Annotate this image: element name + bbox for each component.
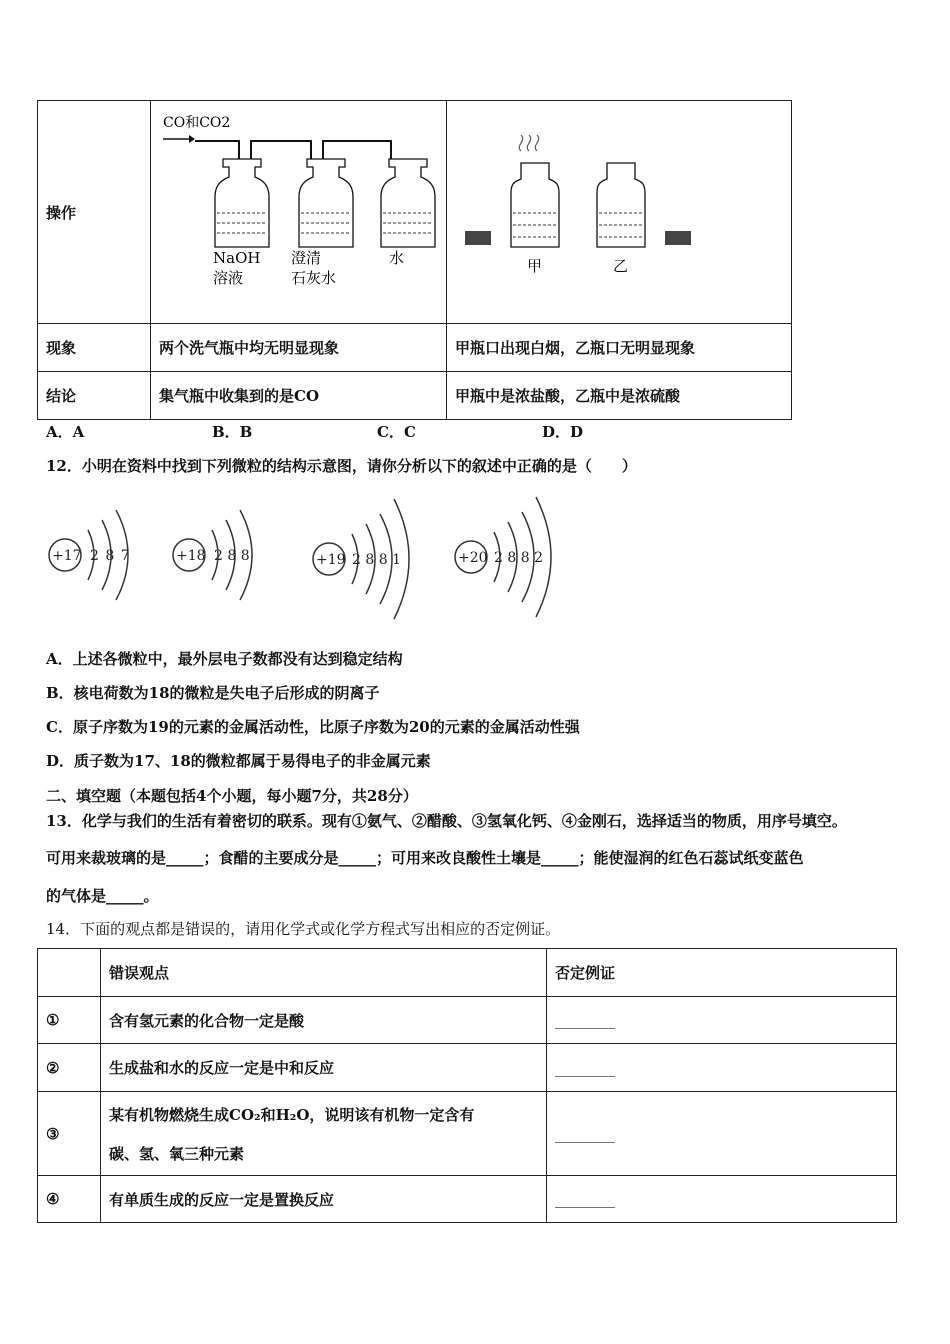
gas-washing-diagram [151, 101, 447, 324]
svg-text:水: 水 [389, 249, 405, 267]
answer-blank[interactable]: ________ [547, 1092, 897, 1176]
stopper-icon [465, 231, 491, 245]
answer-blank[interactable]: ________ [547, 1044, 897, 1092]
atom-nucleus: +19 [316, 552, 346, 568]
svg-text:NaOH: NaOH [213, 249, 261, 267]
svg-text:2 8 8 1: 2 8 8 1 [352, 552, 401, 568]
table-row: ① 含有氢元素的化合物一定是酸 ________ [38, 997, 897, 1044]
table-row: ③ 某有机物燃烧生成CO₂和H₂O，说明该有机物一定含有 碳、氢、氧三种元素 ________ [38, 1092, 897, 1176]
atom-structure-diagrams [40, 485, 580, 635]
stopper-icon [665, 231, 691, 245]
svg-text:2 8 8: 2 8 8 [214, 548, 250, 564]
answer-blank[interactable]: ________ [547, 997, 897, 1044]
table-row: 结论 集气瓶中收集到的是CO 甲瓶中是浓盐酸，乙瓶中是浓硫酸 [38, 372, 792, 420]
atom-nucleus: +20 [458, 550, 488, 566]
answer-blank[interactable]: ________ [547, 1176, 897, 1223]
q13-line: 可用来裁玻璃的是_____；食醋的主要成分是_____；可用来改良酸性土壤是_____；能使湿润的红色石蕊试纸变蓝色 [46, 849, 804, 867]
atom-nucleus: +17 [52, 548, 82, 564]
q13-line: 的气体是_____。 [46, 887, 159, 905]
section-heading: 二、填空题（本题包括4个小题，每小题7分，共28分） [46, 787, 418, 805]
acid-bottles-illustration [447, 101, 791, 319]
acid-bottles-diagram [447, 101, 792, 324]
svg-text:乙: 乙 [613, 257, 629, 275]
table-header: 错误观点 否定例证 [38, 949, 897, 997]
q12-option-a[interactable]: A．上述各微粒中，最外层电子数都没有达到稳定结构 [46, 650, 403, 668]
q14-stem: 14．下面的观点都是错误的，请用化学式或化学方程式写出相应的否定例证。 [46, 920, 561, 938]
q12-option-b[interactable]: B．核电荷数为18的微粒是失电子后形成的阴离子 [46, 684, 380, 702]
table-row: ④ 有单质生成的反应一定是置换反应 ________ [38, 1176, 897, 1223]
svg-text:澄清: 澄清 [291, 249, 322, 267]
q11-option-d[interactable]: D．D [542, 423, 584, 441]
q12-option-c[interactable]: C．原子序数为19的元素的金属活动性，比原子序数为20的元素的金属活动性强 [46, 718, 580, 736]
svg-text:2 8 7: 2 8 7 [90, 548, 130, 564]
svg-text:溶液: 溶液 [213, 269, 244, 287]
atom-nucleus: +18 [176, 548, 206, 564]
row-label: 操作 [38, 101, 151, 324]
q11-option-a[interactable]: A．A [46, 423, 85, 441]
svg-text:2 8 8 2: 2 8 8 2 [494, 550, 543, 566]
q11-table [37, 100, 792, 420]
wash-bottles-illustration [151, 101, 446, 319]
q12-option-d[interactable]: D．质子数为17、18的微粒都属于易得电子的非金属元素 [46, 752, 431, 770]
q11-option-b[interactable]: B．B [212, 423, 253, 441]
q11-option-c[interactable]: C．C [377, 423, 416, 441]
q12-stem: 12．小明在资料中找到下列微粒的结构示意图，请你分析以下的叙述中正确的是（ ） [46, 457, 637, 475]
table-row: 现象 两个洗气瓶中均无明显现象 甲瓶口出现白烟，乙瓶口无明显现象 [38, 324, 792, 372]
q13-line: 13．化学与我们的生活有着密切的联系。现有①氨气、②醋酸、③氢氧化钙、④金刚石，选择适当的物质，用序号填空。 [46, 812, 847, 830]
svg-text:石灰水: 石灰水 [291, 269, 337, 287]
q14-table [37, 948, 897, 1223]
table-row: ② 生成盐和水的反应一定是中和反应 ________ [38, 1044, 897, 1092]
svg-text:甲: 甲 [527, 257, 543, 275]
gas-label: CO和CO2 [163, 115, 231, 131]
